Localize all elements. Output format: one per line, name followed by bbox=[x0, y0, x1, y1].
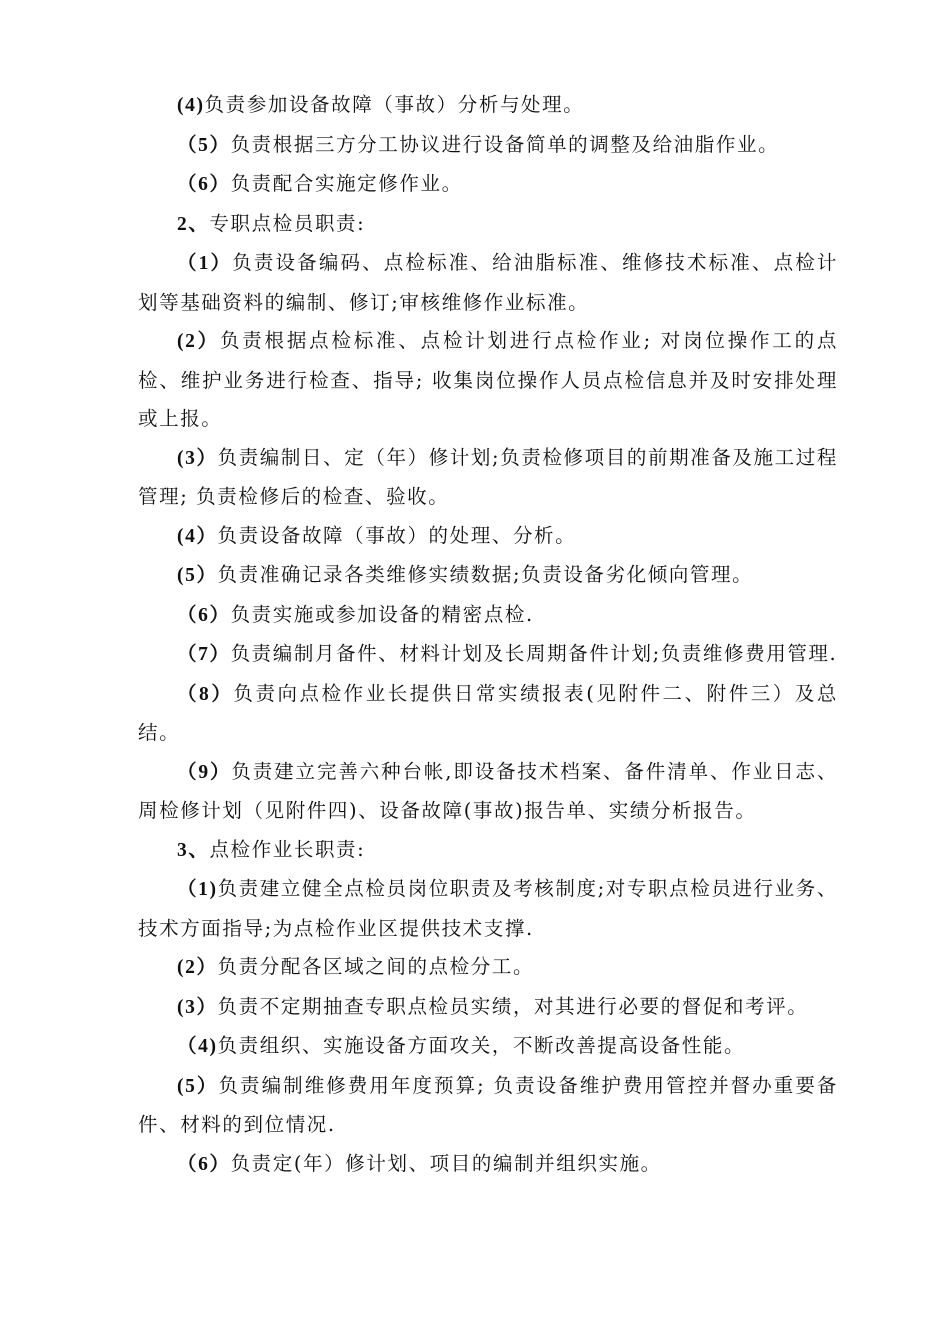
item-text: 负责编制月备件、材料计划及长周期备件计划;负责维修费用管理. bbox=[230, 642, 838, 665]
item-number: (3） bbox=[177, 996, 218, 1018]
paragraph bbox=[138, 1145, 838, 1185]
paragraph bbox=[138, 126, 838, 166]
item-number: (5） bbox=[177, 1075, 219, 1097]
item-text: 负责根据点检标准、点检计划进行点检作业; 对岗位操作工的点检、维护业务进行检查、指导; 收集岗位操作人员点检信息并及时安排处理或上报。 bbox=[138, 329, 839, 430]
paragraph bbox=[138, 988, 838, 1028]
item-number: （4) bbox=[177, 1036, 218, 1057]
paragraph bbox=[138, 322, 838, 439]
item-text: 负责实施或参加设备的精密点检. bbox=[230, 602, 534, 626]
paragraph bbox=[138, 244, 838, 322]
item-number: （6） bbox=[177, 1153, 231, 1175]
section-title: 点检作业长职责: bbox=[209, 837, 366, 861]
item-text: 负责建立完善六种台帐,即设备技术档案、备件清单、作业日志、周检修计划（见附件四)、设备故障(事故)报告单、实绩分析报告。 bbox=[138, 759, 838, 822]
item-text: 负责组织、实施设备方面攻关，不断改善提高设备性能。 bbox=[217, 1034, 746, 1057]
item-number: (2） bbox=[177, 331, 220, 352]
item-number: (4） bbox=[177, 525, 218, 547]
item-text: 负责不定期抽查专职点检员实绩，对其进行必要的督促和考评。 bbox=[217, 994, 809, 1018]
item-text: 负责编制维修费用年度预算; 负责设备维护费用管控并督办重要备件、材料的到位情况. bbox=[138, 1073, 838, 1136]
section-number: 3、 bbox=[177, 839, 210, 861]
item-text: 负责分配各区域之间的点检分工。 bbox=[217, 955, 535, 978]
item-text: 负责建立健全点检员岗位职责及考核制度;对专职点检员进行业务、技术方面指导;为点检作业区提供技术支撑. bbox=[138, 877, 838, 940]
item-number: （8） bbox=[177, 683, 234, 705]
paragraph bbox=[138, 870, 838, 948]
paragraph bbox=[138, 1067, 838, 1145]
item-text: 负责配合实施定修作业。 bbox=[230, 172, 463, 195]
item-number: （6） bbox=[177, 604, 231, 626]
item-text: 负责向点检作业长提供日常实绩报表(见附件二、附件三）及总结。 bbox=[138, 681, 838, 744]
paragraph bbox=[138, 1027, 838, 1067]
paragraph bbox=[138, 165, 838, 205]
section-heading bbox=[138, 205, 838, 245]
item-number: （1) bbox=[177, 879, 218, 900]
paragraph bbox=[138, 596, 838, 636]
item-text: 负责参加设备故障（事故）分析与处理。 bbox=[204, 93, 585, 116]
section-number: 2、 bbox=[177, 213, 210, 235]
item-text: 负责根据三方分工协议进行设备简单的调整及给油脂作业。 bbox=[230, 132, 780, 156]
section-heading bbox=[138, 831, 838, 871]
document-body bbox=[138, 86, 838, 1184]
paragraph bbox=[138, 439, 838, 517]
paragraph bbox=[138, 948, 838, 988]
item-number: (2） bbox=[177, 957, 218, 978]
paragraph bbox=[138, 86, 838, 126]
item-text: 负责设备编码、点检标准、给油脂标准、维修技术标准、点检计划等基础资料的编制、修订;审核维修作业标准。 bbox=[138, 251, 838, 314]
paragraph bbox=[138, 556, 838, 596]
paragraph bbox=[138, 517, 838, 557]
item-number: (4) bbox=[177, 95, 205, 116]
item-number: （6） bbox=[177, 174, 231, 195]
item-text: 负责准确记录各类维修实绩数据;负责设备劣化倾向管理。 bbox=[217, 563, 754, 586]
item-number: （1） bbox=[177, 253, 233, 274]
paragraph bbox=[138, 753, 838, 831]
item-text: 负责设备故障（事故）的处理、分析。 bbox=[217, 523, 577, 547]
item-number: （7） bbox=[177, 644, 231, 665]
paragraph bbox=[138, 675, 838, 753]
item-number: （5） bbox=[177, 134, 231, 156]
item-text: 负责定(年）修计划、项目的编制并组织实施。 bbox=[230, 1151, 662, 1175]
section-title: 专职点检员职责: bbox=[209, 211, 366, 235]
item-text: 负责编制日、定（年）修计划;负责检修项目的前期准备及施工过程管理; 负责检修后的检查、验收。 bbox=[138, 445, 838, 508]
paragraph bbox=[138, 635, 838, 675]
item-number: (5） bbox=[177, 565, 218, 586]
item-number: （9） bbox=[177, 761, 232, 783]
item-number: (3） bbox=[177, 447, 218, 469]
